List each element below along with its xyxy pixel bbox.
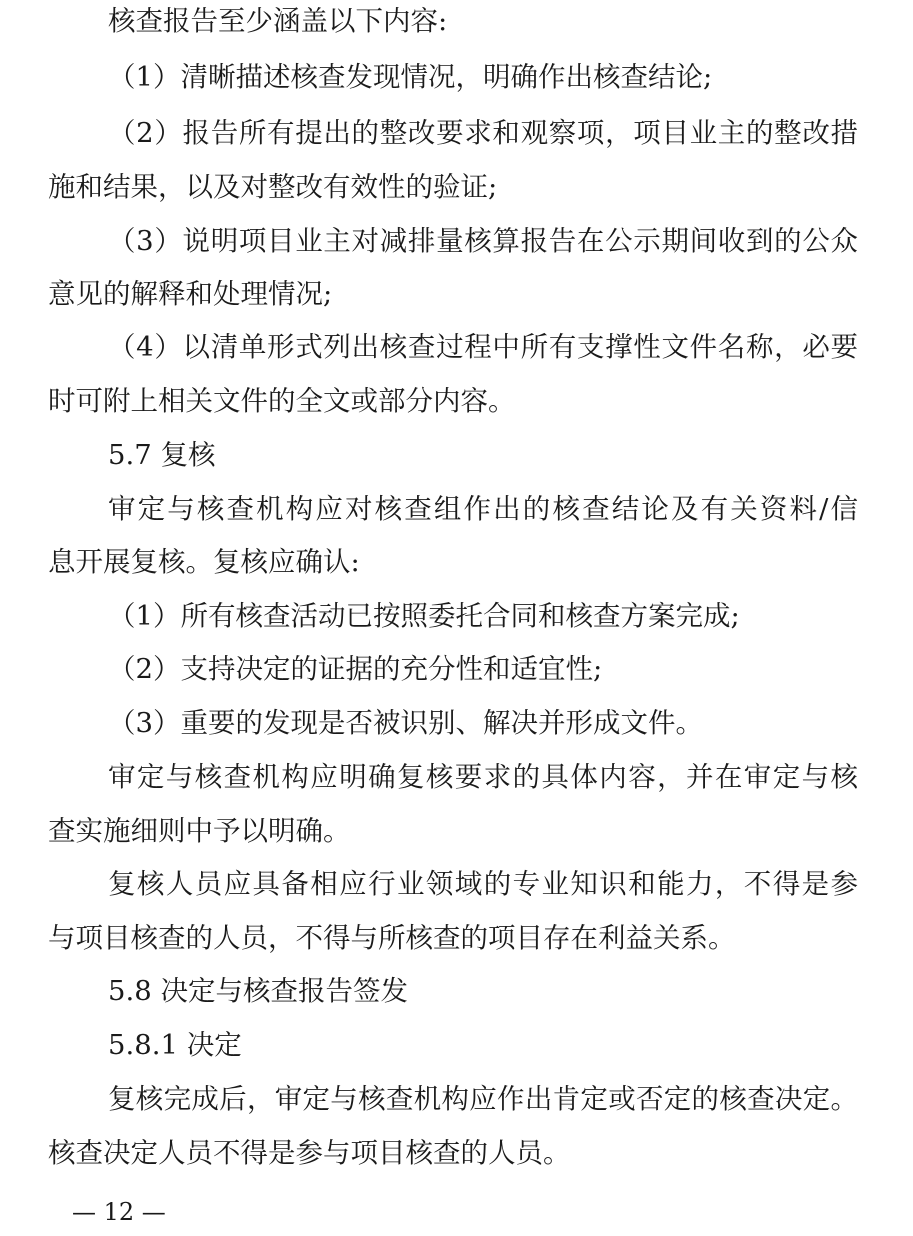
- review-paragraph-line-2: 息开展复核。复核应确认:: [48, 546, 360, 578]
- report-item-1: （1）清晰描述核查发现情况，明确作出核查结论;: [108, 61, 713, 93]
- report-item-4-line-1: （4）以清单形式列出核查过程中所有支撑性文件名称，必要: [108, 331, 858, 363]
- report-item-4-line-2: 时可附上相关文件的全文或部分内容。: [48, 385, 516, 417]
- page-number: — 12 —: [72, 1198, 166, 1226]
- report-item-3-line-1: （3）说明项目业主对减排量核算报告在公示期间收到的公众: [108, 225, 858, 257]
- report-item-2-line-2: 施和结果，以及对整改有效性的验证;: [48, 171, 498, 203]
- review-paragraph-line-1: 审定与核查机构应对核查组作出的核查结论及有关资料/信: [108, 493, 858, 525]
- decision-paragraph-line-1: 复核完成后，审定与核查机构应作出肯定或否定的核查决定。: [108, 1083, 858, 1115]
- review-requirements-line-1: 审定与核查机构应明确复核要求的具体内容，并在审定与核: [108, 761, 858, 793]
- review-item-1: （1）所有核查活动已按照委托合同和核查方案完成;: [108, 600, 740, 632]
- review-item-2: （2）支持决定的证据的充分性和适宜性;: [108, 653, 603, 685]
- report-item-2-line-1: （2）报告所有提出的整改要求和观察项，项目业主的整改措: [108, 117, 858, 149]
- report-content-intro: 核查报告至少涵盖以下内容:: [108, 5, 448, 37]
- report-item-3-line-2: 意见的解释和处理情况;: [48, 278, 333, 310]
- reviewer-qualification-line-1: 复核人员应具备相应行业领域的专业知识和能力，不得是参: [108, 868, 858, 900]
- reviewer-qualification-line-2: 与项目核查的人员，不得与所核查的项目存在利益关系。: [48, 922, 736, 954]
- review-requirements-line-2: 查实施细则中予以明确。: [48, 815, 351, 847]
- decision-paragraph-line-2: 核查决定人员不得是参与项目核查的人员。: [48, 1137, 571, 1169]
- review-item-3: （3）重要的发现是否被识别、解决并形成文件。: [108, 707, 703, 739]
- section-5-8-heading: 5.8 决定与核查报告签发: [108, 975, 408, 1007]
- section-5-7-heading: 5.7 复核: [108, 439, 216, 471]
- section-5-8-1-heading: 5.8.1 决定: [108, 1029, 242, 1061]
